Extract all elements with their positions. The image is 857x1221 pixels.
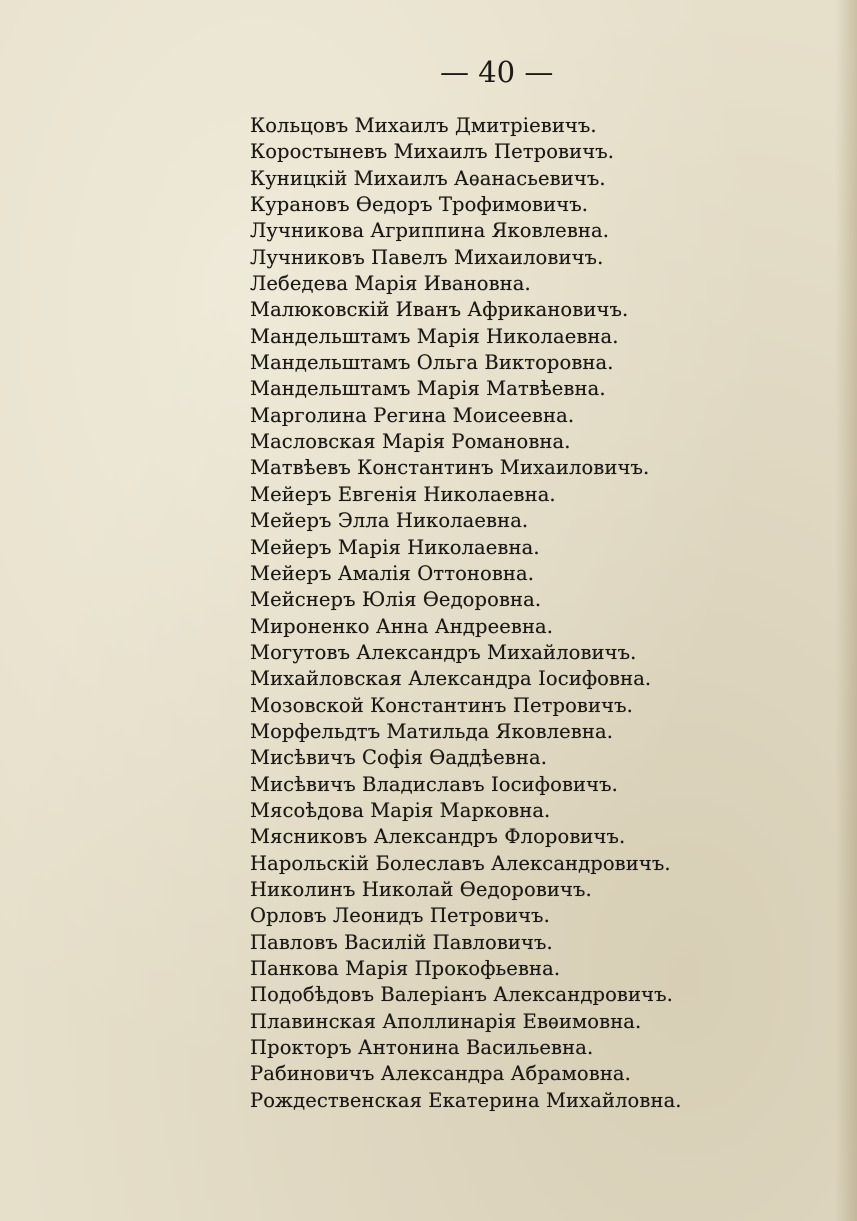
list-item: Мейеръ Марія Николаевна. bbox=[250, 535, 540, 559]
list-item: Кольцовъ Михаилъ Дмитріевичъ. bbox=[250, 114, 597, 137]
list-item: Курановъ Ѳедоръ Трофимовичъ. bbox=[250, 193, 589, 217]
list-item: Мандельштамъ Марія Николаевна. bbox=[250, 324, 619, 348]
list-item: Рабиновичъ Александра Абрамовна. bbox=[250, 1062, 631, 1086]
list-item: Мандельштамъ Марія Матвѣевна. bbox=[250, 377, 606, 401]
page-number: — 40 — bbox=[440, 55, 554, 89]
list-item: Мисѣвичъ Софія Ѳаддѣевна. bbox=[250, 746, 547, 770]
list-item: Подобѣдовъ Валеріанъ Александровичъ. bbox=[250, 983, 673, 1007]
list-item: Лебедева Марія Ивановна. bbox=[250, 272, 531, 296]
list-item: Орловъ Леонидъ Петровичъ. bbox=[250, 904, 550, 928]
name-list bbox=[250, 113, 682, 1114]
list-item: Панкова Марія Прокофьевна. bbox=[250, 957, 561, 980]
list-item: Марголина Регина Моисеевна. bbox=[250, 403, 575, 427]
list-item: Прокторъ Антонина Васильевна. bbox=[250, 1036, 594, 1060]
list-item: Мейеръ Евгенія Николаевна. bbox=[250, 482, 556, 506]
list-item: Мейеръ Элла Николаевна. bbox=[250, 509, 529, 533]
list-item: Мозовской Константинъ Петровичъ. bbox=[250, 693, 633, 717]
list-item: Могутовъ Александръ Михайловичъ. bbox=[250, 640, 637, 664]
list-item: Лучниковъ Павелъ Михаиловичъ. bbox=[250, 245, 604, 269]
list-item: Мейеръ Амалія Оттоновна. bbox=[250, 561, 535, 585]
list-item: Малюковскій Иванъ Африкановичъ. bbox=[250, 298, 629, 322]
list-item: Рождественская Екатерина Михайловна. bbox=[250, 1088, 682, 1112]
list-item: Лучникова Агриппина Яковлевна. bbox=[250, 219, 610, 243]
list-item: Мандельштамъ Ольга Викторовна. bbox=[250, 351, 614, 375]
list-item: Нарольскій Болеславъ Александровичъ. bbox=[250, 851, 671, 875]
list-item: Мясоѣдова Марія Марковна. bbox=[250, 798, 551, 822]
list-item: Масловская Марія Романовна. bbox=[250, 430, 571, 454]
list-item: Коростыневъ Михаилъ Петровичъ. bbox=[250, 140, 615, 164]
page-edge-shadow bbox=[835, 0, 857, 1221]
list-item: Матвѣевъ Константинъ Михаиловичъ. bbox=[250, 456, 650, 480]
list-item: Мироненко Анна Андреевна. bbox=[250, 614, 554, 638]
list-item: Мисѣвичъ Владиславъ Іосифовичъ. bbox=[250, 772, 618, 796]
list-item: Мейснеръ Юлія Ѳедоровна. bbox=[250, 588, 542, 612]
list-item: Павловъ Василій Павловичъ. bbox=[250, 930, 553, 954]
list-item: Плавинская Аполлинарія Евѳимовна. bbox=[250, 1009, 642, 1033]
list-item: Куницкій Михаилъ Аѳанасьевичъ. bbox=[250, 166, 606, 190]
list-item: Морфельдтъ Матильда Яковлевна. bbox=[250, 719, 613, 743]
list-item: Мясниковъ Александръ Флоровичъ. bbox=[250, 825, 626, 849]
list-item: Николинъ Николай Ѳедоровичъ. bbox=[250, 877, 592, 901]
list-item: Михайловская Александра Іосифовна. bbox=[250, 667, 652, 691]
